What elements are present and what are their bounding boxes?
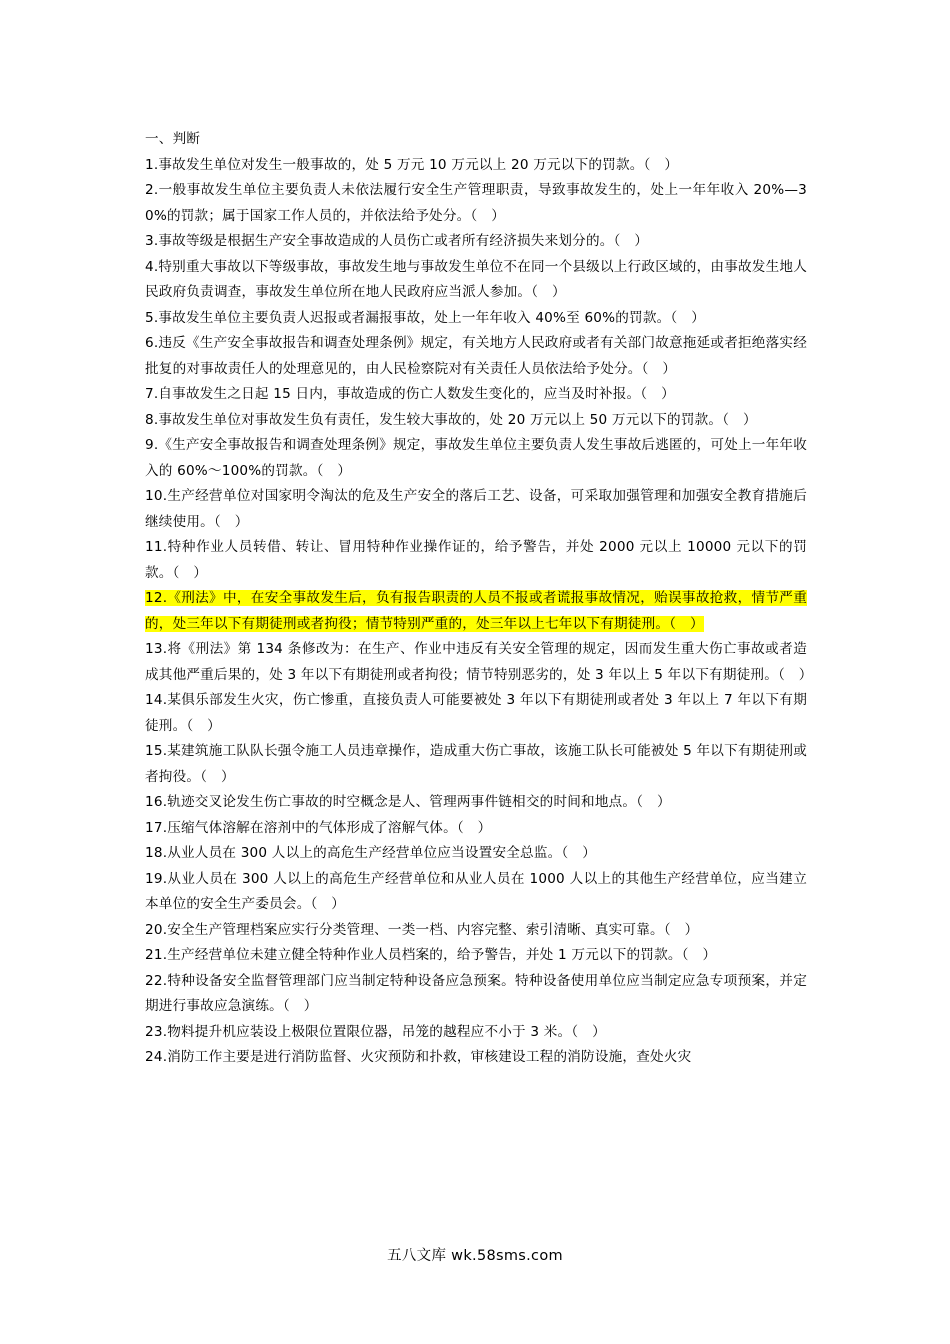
question-item — [145, 790, 807, 816]
question-item — [145, 1020, 807, 1046]
page-footer: 五八文库 wk.58sms.com — [387, 1248, 563, 1264]
question-text: 8.事故发生单位对事故发生负有责任，发生较大事故的，处 20 万元以上 50 万元以下的罚款。（ ） — [145, 411, 757, 428]
question-item — [145, 382, 807, 408]
question-item — [145, 867, 807, 918]
question-item — [145, 306, 807, 332]
question-item — [145, 969, 807, 1020]
question-item — [145, 918, 807, 944]
question-item — [145, 255, 807, 306]
question-text: 12.《刑法》中，在安全事故发生后，负有报告职责的人员不报或者谎报事故情况，贻误事故抢救，情节严重的，处三年以下有期徒刑或者拘役；情节特别严重的，处三年以上七年以下有期徒刑。（ ） — [145, 590, 807, 632]
document-body — [145, 127, 813, 1071]
question-text: 15.某建筑施工队队长强令施工人员违章操作，造成重大伤亡事故，该施工队长可能被处 5 年以下有期徒刑或者拘役。（ ） — [145, 743, 807, 785]
section-title: 一、判断 — [145, 131, 201, 147]
question-text: 4.特别重大事故以下等级事故，事故发生地与事故发生单位不在同一个县级以上行政区域的，由事故发生地人民政府负责调查，事故发生单位所在地人民政府应当派人参加。（ ） — [145, 258, 807, 300]
question-text: 11.特种作业人员转借、转让、冒用特种作业操作证的，给予警告，并处 2000 元以上 10000 元以下的罚款。（ ） — [145, 539, 807, 581]
question-text: 19.从业人员在 300 人以上的高危生产经营单位和从业人员在 1000 人以上的其他生产经营单位，应当建立本单位的安全生产委员会。（ ） — [145, 870, 807, 912]
question-text: 2.一般事故发生单位主要负责人未依法履行安全生产管理职责，导致事故发生的，处上一年年收入 20%—30%的罚款；属于国家工作人员的，并依法给予处分。（ ） — [145, 182, 807, 224]
question-text: 3.事故等级是根据生产安全事故造成的人员伤亡或者所有经济损失来划分的。（ ） — [145, 233, 649, 249]
question-text: 6.违反《生产安全事故报告和调查处理条例》规定，有关地方人民政府或者有关部门故意拖延或者拒绝落实经批复的对事故责任人的处理意见的，由人民检察院对有关责任人员依法给予处分。（ ） — [145, 335, 807, 377]
question-text: 5.事故发生单位主要负责人迟报或者漏报事故，处上一年年收入 40%至 60%的罚款。（ ） — [145, 309, 706, 326]
question-text: 9.《生产安全事故报告和调查处理条例》规定，事故发生单位主要负责人发生事故后逃匿的，可处上一年年收入的 60%～100%的罚款。（ ） — [145, 437, 807, 479]
question-item — [145, 229, 807, 255]
question-item — [145, 637, 813, 688]
question-text: 23.物料提升机应装设上极限位置限位器，吊笼的越程应不小于 3 米。（ ） — [145, 1023, 606, 1040]
question-text: 24.消防工作主要是进行消防监督、火灾预防和扑救，审核建设工程的消防设施，查处火灾 — [145, 1049, 692, 1065]
question-item — [145, 816, 807, 842]
question-text: 22.特种设备安全监督管理部门应当制定特种设备应急预案。特种设备使用单位应当制定应急专项预案，并定期进行事故应急演练。（ ） — [145, 972, 807, 1014]
question-text: 17.压缩气体溶解在溶剂中的气体形成了溶解气体。（ ） — [145, 819, 492, 836]
question-item — [145, 841, 807, 867]
question-text: 18.从业人员在 300 人以上的高危生产经营单位应当设置安全总监。（ ） — [145, 845, 597, 861]
question-text: 7.自事故发生之日起 15 日内，事故造成的伤亡人数发生变化的，应当及时补报。（ ） — [145, 386, 675, 402]
question-text: 10.生产经营单位对国家明令淘汰的危及生产安全的落后工艺、设备，可采取加强管理和加强安全教育措施后继续使用。（ ） — [145, 488, 807, 530]
question-item — [145, 586, 807, 637]
question-item — [145, 433, 807, 484]
question-text: 1.事故发生单位对发生一般事故的，处 5 万元 10 万元以上 20 万元以下的罚款。（ ） — [145, 156, 679, 173]
question-text: 16.轨迹交叉论发生伤亡事故的时空概念是人、管理两事件链相交的时间和地点。（ ） — [145, 794, 671, 810]
question-item — [145, 1045, 807, 1071]
question-item — [145, 178, 807, 229]
question-text: 20.安全生产管理档案应实行分类管理、一类一档、内容完整、索引清晰、真实可靠。（ ） — [145, 921, 699, 938]
question-item — [145, 688, 807, 739]
question-item — [145, 739, 807, 790]
question-item — [145, 535, 807, 586]
question-item — [145, 331, 807, 382]
question-list — [145, 153, 813, 1071]
question-text: 14.某俱乐部发生火灾，伤亡惨重，直接负责人可能要被处 3 年以下有期徒刑或者处 3 年以上 7 年以下有期徒刑。（ ） — [145, 692, 807, 734]
question-item — [145, 484, 807, 535]
question-text: 13.将《刑法》第 134 条修改为：在生产、作业中违反有关安全管理的规定，因而发生重大伤亡事故或者造成其他严重后果的，处 3 年以下有期徒刑或者拘役；情节特别恶劣的，处 3 年以上 5 年以下有期徒刑。（ ） — [145, 641, 813, 683]
question-item — [145, 408, 807, 434]
question-text: 21.生产经营单位未建立健全特种作业人员档案的，给予警告，并处 1 万元以下的罚款。（ ） — [145, 947, 717, 963]
question-item — [145, 943, 807, 969]
question-item — [145, 153, 807, 179]
